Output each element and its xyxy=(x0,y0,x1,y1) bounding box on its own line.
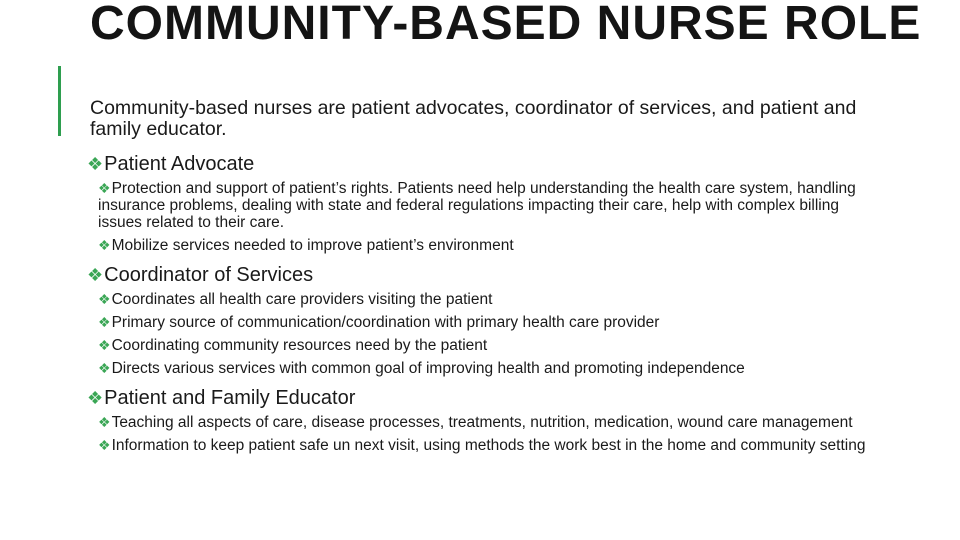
diamond-bullet-icon: ❖ xyxy=(98,237,111,253)
list-item xyxy=(98,180,877,231)
section-heading-text: Patient and Family Educator xyxy=(104,387,356,409)
section-heading xyxy=(87,152,877,176)
list-item xyxy=(98,237,877,254)
slide-content xyxy=(87,152,877,463)
diamond-bullet-icon: ❖ xyxy=(98,337,111,353)
section-coordinator-of-services xyxy=(87,263,877,377)
slide-subtitle: Community-based nurses are patient advocates, coordinator of services, and patient and family educator. xyxy=(90,97,857,140)
list-item xyxy=(98,314,877,331)
section-patient-family-educator xyxy=(87,386,877,454)
diamond-bullet-icon: ❖ xyxy=(98,414,111,430)
section-heading xyxy=(87,386,877,410)
diamond-bullet-icon: ❖ xyxy=(87,265,104,285)
diamond-bullet-icon: ❖ xyxy=(87,154,104,174)
list-item xyxy=(98,437,877,454)
list-item-text: Directs various services with common goal of improving health and promoting independence xyxy=(111,360,745,377)
list-item-text: Information to keep patient safe un next visit, using methods the work best in the home and community setting xyxy=(111,437,866,454)
list-item-text: Protection and support of patient’s rights. Patients need help understanding the health care system, handling insurance problems, dealing with state and federal regulations impacting their care, help with complex billing issues related to their care. xyxy=(98,180,856,231)
list-item xyxy=(98,337,877,354)
list-item xyxy=(98,414,877,431)
diamond-bullet-icon: ❖ xyxy=(87,388,104,408)
slide-title: COMMUNITY-BASED NURSE ROLE xyxy=(90,0,922,50)
diamond-bullet-icon: ❖ xyxy=(98,360,111,376)
list-item-text: Primary source of communication/coordination with primary health care provider xyxy=(111,314,660,331)
diamond-bullet-icon: ❖ xyxy=(98,180,111,196)
section-heading-text: Patient Advocate xyxy=(104,153,255,175)
list-item-text: Coordinates all health care providers visiting the patient xyxy=(111,291,493,308)
section-heading xyxy=(87,263,877,287)
section-patient-advocate xyxy=(87,152,877,254)
list-item xyxy=(98,291,877,308)
diamond-bullet-icon: ❖ xyxy=(98,314,111,330)
list-item-text: Teaching all aspects of care, disease processes, treatments, nutrition, medication, wound care management xyxy=(111,414,853,431)
diamond-bullet-icon: ❖ xyxy=(98,437,111,453)
accent-bar xyxy=(58,66,61,136)
section-heading-text: Coordinator of Services xyxy=(104,264,314,286)
list-item-text: Mobilize services needed to improve patient’s environment xyxy=(111,237,514,254)
list-item xyxy=(98,360,877,377)
diamond-bullet-icon: ❖ xyxy=(98,291,111,307)
list-item-text: Coordinating community resources need by the patient xyxy=(111,337,488,354)
